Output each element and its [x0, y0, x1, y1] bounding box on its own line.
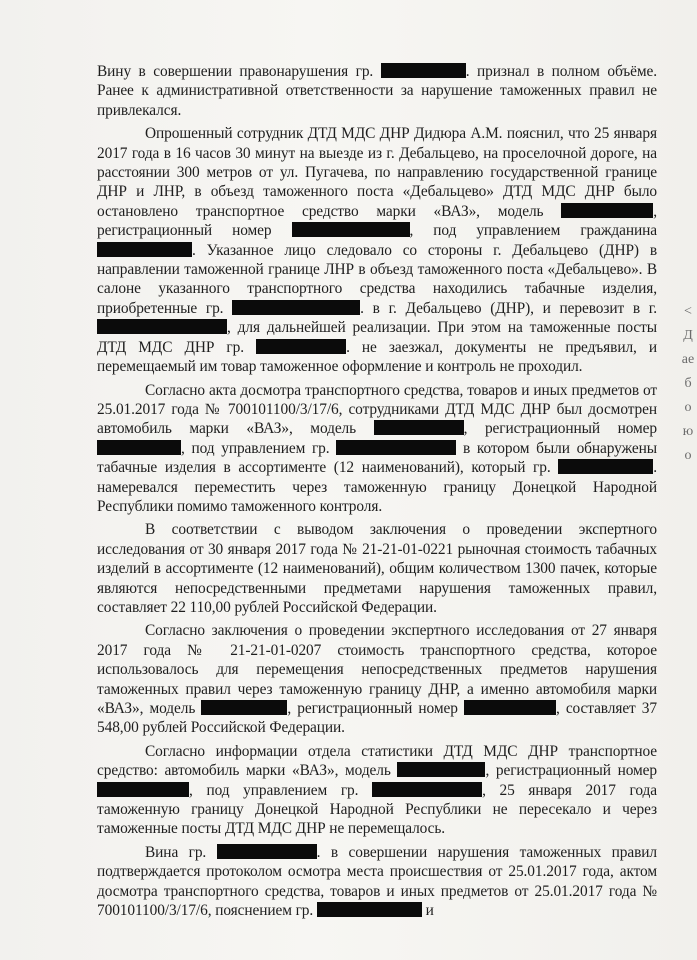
redaction-bar: [292, 222, 410, 237]
redaction-bar: [97, 242, 192, 257]
paragraph-text: Согласно заключения о проведении экспертного исследования от 27 января 2017 года № 21-21-01-0207 стоимость транспортного средства, которое использовалось для перемещения непосредственных предметов нарушения таможенных правил через таможенную границу ДНР, а именно автомобиля марки «ВАЗ», модель: [97, 622, 657, 717]
redaction-bar: [374, 420, 464, 435]
paragraph-text: . признал в полном объёме. Ранее к административной ответственности за нарушение таможенных правил не привлекался.: [97, 63, 657, 119]
paragraph-text: . Указанное лицо следовало со стороны г. Дебальцево (ДНР) в направлении таможенной границе ЛНР в объезд таможенного поста «Дебальцево». В салоне указанного транспортного средства находились табачные изделия, приобретенные гр.: [97, 241, 657, 317]
paragraph-text: , регистрационный номер: [287, 700, 464, 717]
bleed-glyph: ае: [681, 352, 695, 367]
margin-bleed-through: [679, 300, 697, 468]
paragraph: [97, 621, 657, 737]
bleed-glyph: б: [684, 376, 692, 391]
paragraph-text: . в совершении нарушения таможенных правил подтверждается протоколом осмотра места происшествия от 25.01.2017 года, актом досмотра транспортного средства, товаров и иных предметов от 25.01.2017 года № 700101100/3/17/6, пояснением гр.: [97, 843, 657, 920]
redaction-bar: [317, 902, 422, 917]
redaction-bar: [336, 440, 456, 455]
paragraph-text: Вину в совершении правонарушения гр.: [97, 63, 381, 80]
redaction-bar: [561, 203, 653, 218]
paragraph-text: Вина гр.: [145, 843, 217, 861]
redaction-bar: [201, 700, 287, 715]
bleed-glyph: Д: [683, 328, 693, 343]
redaction-bar: [97, 319, 227, 334]
paragraph-text: , под управлением гр.: [181, 439, 337, 457]
redaction-bar: [381, 63, 466, 78]
redaction-bar: [558, 459, 653, 474]
paragraph-text: , под управлением гр.: [189, 781, 373, 799]
redaction-bar: [217, 844, 317, 859]
paragraph-text: , регистрационный номер: [463, 420, 657, 438]
redaction-bar: [397, 762, 485, 777]
paragraph: [97, 381, 657, 517]
paragraph-text: , составляет 37 548,00 рублей Российской Федерации.: [97, 700, 657, 737]
redaction-bar: [256, 339, 346, 354]
document-body: [97, 62, 657, 920]
redaction-bar: [97, 440, 181, 455]
paragraph-text: , регистрационный номер: [97, 202, 657, 240]
bleed-glyph: о: [684, 448, 692, 463]
paragraph: [97, 843, 657, 921]
paragraph-text: , регистрационный номер: [485, 762, 657, 780]
paragraph-text: , под управлением гражданина: [409, 222, 657, 240]
redaction-bar: [232, 300, 360, 315]
paragraph: [97, 742, 657, 839]
paragraph-text: Согласно акта досмотра транспортного средства, товаров и иных предметов от 25.01.2017 года № 700101100/3/17/6, сотрудниками ДТД МДС ДНР был досмотрен автомобиль марки «ВАЗ», модель: [97, 381, 657, 438]
paragraph-text: , 25 января 2017 года таможенную границу Донецкой Народной Республики не пересекало и через таможенные посты ДТД МДС ДНР не перемещалось.: [97, 781, 657, 838]
paragraph: [97, 62, 657, 120]
paragraph-text: Согласно информации отдела статистики ДТД МДС ДНР транспортное средство: автомобиль марки «ВАЗ», модель: [97, 742, 657, 780]
redaction-bar: [464, 700, 556, 715]
paragraph-text: и: [421, 902, 434, 920]
paragraph-text: , для дальнейшей реализации. При этом на таможенные посты ДТД МДС ДНР гр.: [97, 319, 657, 356]
bleed-glyph: <: [684, 304, 692, 319]
redaction-bar: [97, 782, 189, 797]
paragraph-text: в котором были обнаружены табачные изделия в ассортименте (12 наименований), который гр.: [97, 439, 658, 477]
paragraph-text: Опрошенный сотрудник ДТД МДС ДНР Дидюра А.М. пояснил, что 25 января 2017 года в 16 часов 30 минут на выезде из г. Дебальцево, на проселочной дороге, на расстоянии 300 метров от ул. Пугачева, по направлению государственной границе ДНР и ЛНР, в объезд таможенного поста «Дебальцево» ДТД МДС ДНР было остановлено транспортное средство марки «ВАЗ», модель: [97, 125, 657, 220]
redaction-bar: [372, 782, 482, 797]
paragraph-text: . в г. Дебальцево (ДНР), и перевозит в г.: [360, 299, 657, 317]
paragraph-text: В соответствии с выводом заключения о проведении экспертного исследования от 30 января 2017 года № 21-21-01-0221 рыночная стоимость табачных изделий в ассортименте (12 наименований), общим количеством 1300 пачек, которые являются непосредственными предметами нарушения таможенных правил, составляет 22 110,00 рублей Российской Федерации.: [97, 521, 657, 616]
paragraph-text: . не заезжал, документы не предъявил, и перемещаемый им товар таможенное оформление и контроль не проходил.: [97, 338, 658, 376]
paragraph: [97, 124, 657, 376]
bleed-glyph: о: [684, 400, 692, 415]
paragraph: [97, 520, 657, 617]
paragraph-text: . намеревался переместить через таможенную границу Донецкой Народной Республики помимо таможенного контроля.: [97, 459, 657, 515]
bleed-glyph: ю: [682, 424, 694, 439]
